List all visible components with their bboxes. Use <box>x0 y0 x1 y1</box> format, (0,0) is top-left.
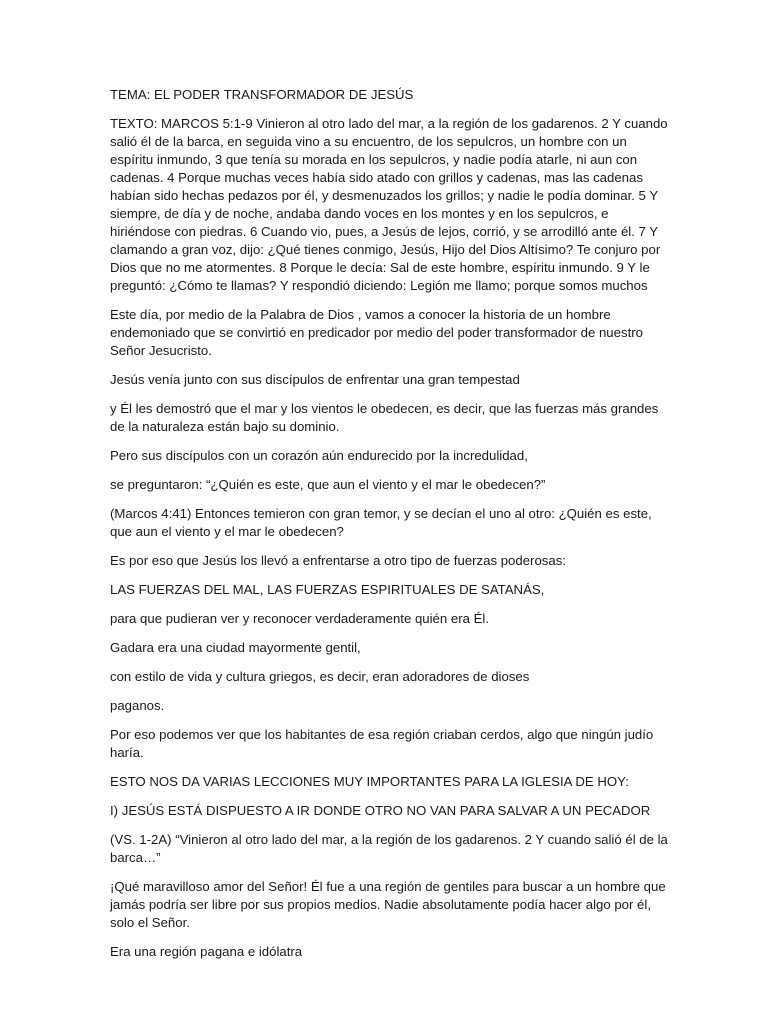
body-paragraph: Es por eso que Jesús los llevó a enfrentarse a otro tipo de fuerzas poderosas: <box>110 553 566 568</box>
section-heading: ESTO NOS DA VARIAS LECCIONES MUY IMPORTANTES PARA LA IGLESIA DE HOY: <box>110 774 629 789</box>
body-paragraph: para que pudieran ver y reconocer verdaderamente quién era Él. <box>110 611 490 626</box>
body-paragraph: Pero sus discípulos con un corazón aún endurecido por la incredulidad, <box>110 448 528 463</box>
body-paragraph: con estilo de vida y cultura griegos, es decir, eran adoradores de dioses <box>110 669 530 684</box>
body-paragraph: Por eso podemos ver que los habitantes de esa región criaban cerdos, algo que ningún judío haría. <box>110 727 654 760</box>
scripture-quote: (VS. 1-2A) “Vinieron al otro lado del mar, a la región de los gadarenos. 2 Y cuando salió él de la barca…” <box>110 832 668 865</box>
body-paragraph: Gadara era una ciudad mayormente gentil, <box>110 640 361 655</box>
body-paragraph: y Él les demostró que el mar y los vientos le obedecen, es decir, que las fuerzas más grandes de la naturaleza están bajo su dominio. <box>110 401 659 434</box>
scripture-text: TEXTO: MARCOS 5:1-9 Vinieron al otro lado del mar, a la región de los gadarenos. 2 Y cuando salió él de la barca, en seguida vino a su encuentro, de los sepulcros, un hombre con un espíritu inmundo, 3 que tenía su morada en los sepulcros, y nadie podía atarle, ni aun con cadenas. 4 Porque muchas veces había sido atado con grillos y cadenas, mas las cadenas habían sido hechas pedazos por él, y desmenuzados los grillos; y nadie le podía dominar. 5 Y siempre, de día y de noche, andaba dando voces en los montes y en los sepulcros, e hiriéndose con piedras. 6 Cuando vio, pues, a Jesús de lejos, corrió, y se arrodilló ante él. 7 Y clamando a gran voz, dijo: ¿Qué tienes conmigo, Jesús, Hijo del Dios Altísimo? Te conjuro por Dios que no me atormentes. 8 Porque le decía: Sal de este hombre, espíritu inmundo. 9 Y le preguntó: ¿Cómo te llamas? Y respondió diciendo: Legión me llamo; porque somos muchos <box>110 116 668 293</box>
document-title: TEMA: EL PODER TRANSFORMADOR DE JESÚS <box>110 87 414 102</box>
body-paragraph: Era una región pagana e idólatra <box>110 944 303 959</box>
scripture-quote: (Marcos 4:41) Entonces temieron con gran temor, y se decían el uno al otro: ¿Quién es este, que aun el viento y el mar le obedecen? <box>110 506 652 539</box>
body-paragraph: ¡Qué maravilloso amor del Señor! Él fue a una región de gentiles para buscar a un hombre que jamás podría ser libre por sus propios medios. Nadie absolutamente podía hacer algo por él, solo el Señor. <box>110 879 666 930</box>
body-paragraph: Jesús venía junto con sus discípulos de enfrentar una gran tempestad <box>110 372 520 387</box>
section-heading: I) JESÚS ESTÁ DISPUESTO A IR DONDE OTRO NO VAN PARA SALVAR A UN PECADOR <box>110 803 651 818</box>
emphasis-heading: LAS FUERZAS DEL MAL, LAS FUERZAS ESPIRITUALES DE SATANÁS, <box>110 582 545 597</box>
body-paragraph: Este día, por medio de la Palabra de Dios , vamos a conocer la historia de un hombre endemoniado que se convirtió en predicador por medio del poder transformador de nuestro Señor Jesucristo. <box>110 307 643 358</box>
document-page <box>110 86 670 972</box>
body-paragraph: paganos. <box>110 698 165 713</box>
body-paragraph: se preguntaron: “¿Quién es este, que aun el viento y el mar le obedecen?” <box>110 477 546 492</box>
